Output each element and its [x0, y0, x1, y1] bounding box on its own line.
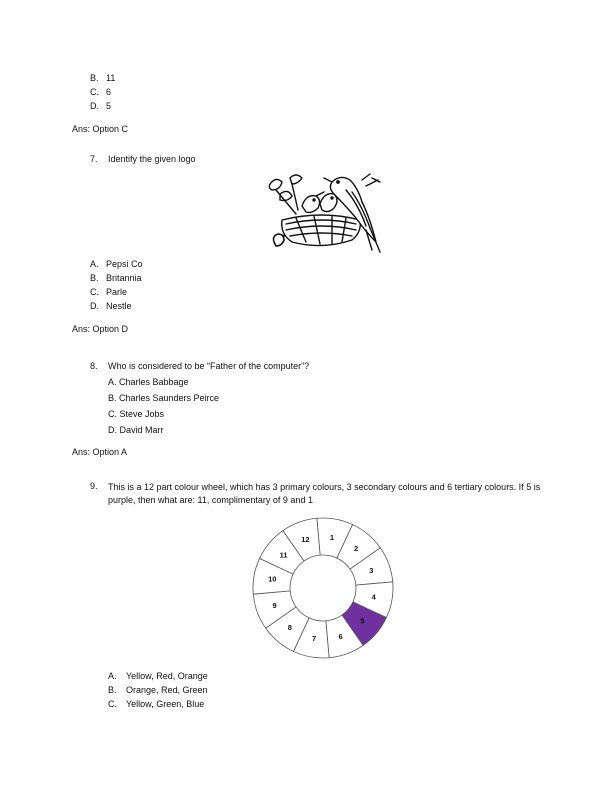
wheel-label: 10 — [268, 574, 277, 584]
colour-wheel — [250, 515, 396, 661]
option-text: Yellow, Green, Blue — [126, 699, 205, 709]
q7-option-a — [90, 259, 143, 270]
option-text: Nestle — [106, 301, 132, 311]
option-letter: A. — [108, 671, 117, 681]
option-letter: C. — [90, 287, 99, 297]
nest-with-birds-icon — [262, 170, 386, 256]
option-text: Orange, Red, Green — [126, 685, 208, 695]
option-letter: D. — [90, 301, 99, 311]
option-letter: A. — [90, 259, 99, 269]
q8-option-a: A. Charles Babbage — [108, 377, 189, 387]
wheel-label: 9 — [272, 601, 277, 611]
prev-option-c — [90, 87, 111, 98]
q8-option-c: C. Steve Jobs — [108, 409, 165, 419]
q9-option-c — [108, 699, 204, 710]
option-text: Britannia — [106, 273, 142, 283]
wheel-label: 1 — [329, 532, 335, 542]
q8-question — [90, 361, 309, 372]
wheel-label: 4 — [371, 592, 376, 602]
wheel-label: 2 — [354, 544, 359, 554]
option-text: Yellow, Red, Orange — [126, 671, 208, 681]
question-number: 8. — [90, 361, 98, 371]
option-letter: B. — [90, 73, 99, 83]
option-letter: D. — [90, 101, 99, 111]
option-text: Pepsi Co — [106, 259, 143, 269]
option-text: 5 — [106, 101, 112, 111]
question-text: Identify the given logo — [108, 154, 196, 164]
q8-option-b: B. Charles Saunders Peirce — [108, 393, 220, 403]
q9-option-b — [108, 685, 208, 696]
option-text: 11 — [106, 73, 116, 83]
q7-answer: Ans: Option D — [72, 324, 129, 334]
wheel-label: 5 — [360, 616, 365, 626]
question-number: 7. — [90, 154, 98, 164]
option-letter: B. — [90, 273, 99, 283]
wheel-label: 6 — [338, 631, 343, 641]
wheel-label: 8 — [287, 622, 292, 632]
wheel-label: 3 — [369, 565, 374, 575]
prev-answer: Ans: Option C — [72, 124, 129, 134]
prev-option-d — [90, 101, 111, 112]
q7-option-b — [90, 273, 142, 284]
q8-answer: Ans: Option A — [72, 447, 128, 457]
option-letter: C. — [108, 699, 117, 709]
q7-option-d — [90, 301, 132, 312]
q9-option-a — [108, 671, 208, 682]
option-text: Parle — [106, 287, 128, 297]
q7-question — [90, 154, 196, 165]
q8-option-d: D. David Marr — [108, 425, 164, 435]
question-text: Who is considered to be “Father of the computer”? — [108, 361, 310, 371]
option-letter: C. — [90, 87, 99, 97]
q9-question — [90, 481, 548, 507]
prev-option-b — [90, 73, 115, 84]
question-number: 9. — [90, 481, 98, 491]
wheel-label: 11 — [279, 550, 288, 560]
question-text: This is a 12 part colour wheel, which has 3 primary colours, 3 secondary colours and 6 tertiary colours. If 5 is purple, then what are: 11, complimentary of 9 and 1 — [108, 482, 541, 505]
wheel-label: 12 — [301, 535, 310, 545]
option-letter: B. — [108, 685, 117, 695]
q7-option-c — [90, 287, 127, 298]
wheel-label: 7 — [311, 634, 317, 644]
option-text: 6 — [106, 87, 112, 97]
